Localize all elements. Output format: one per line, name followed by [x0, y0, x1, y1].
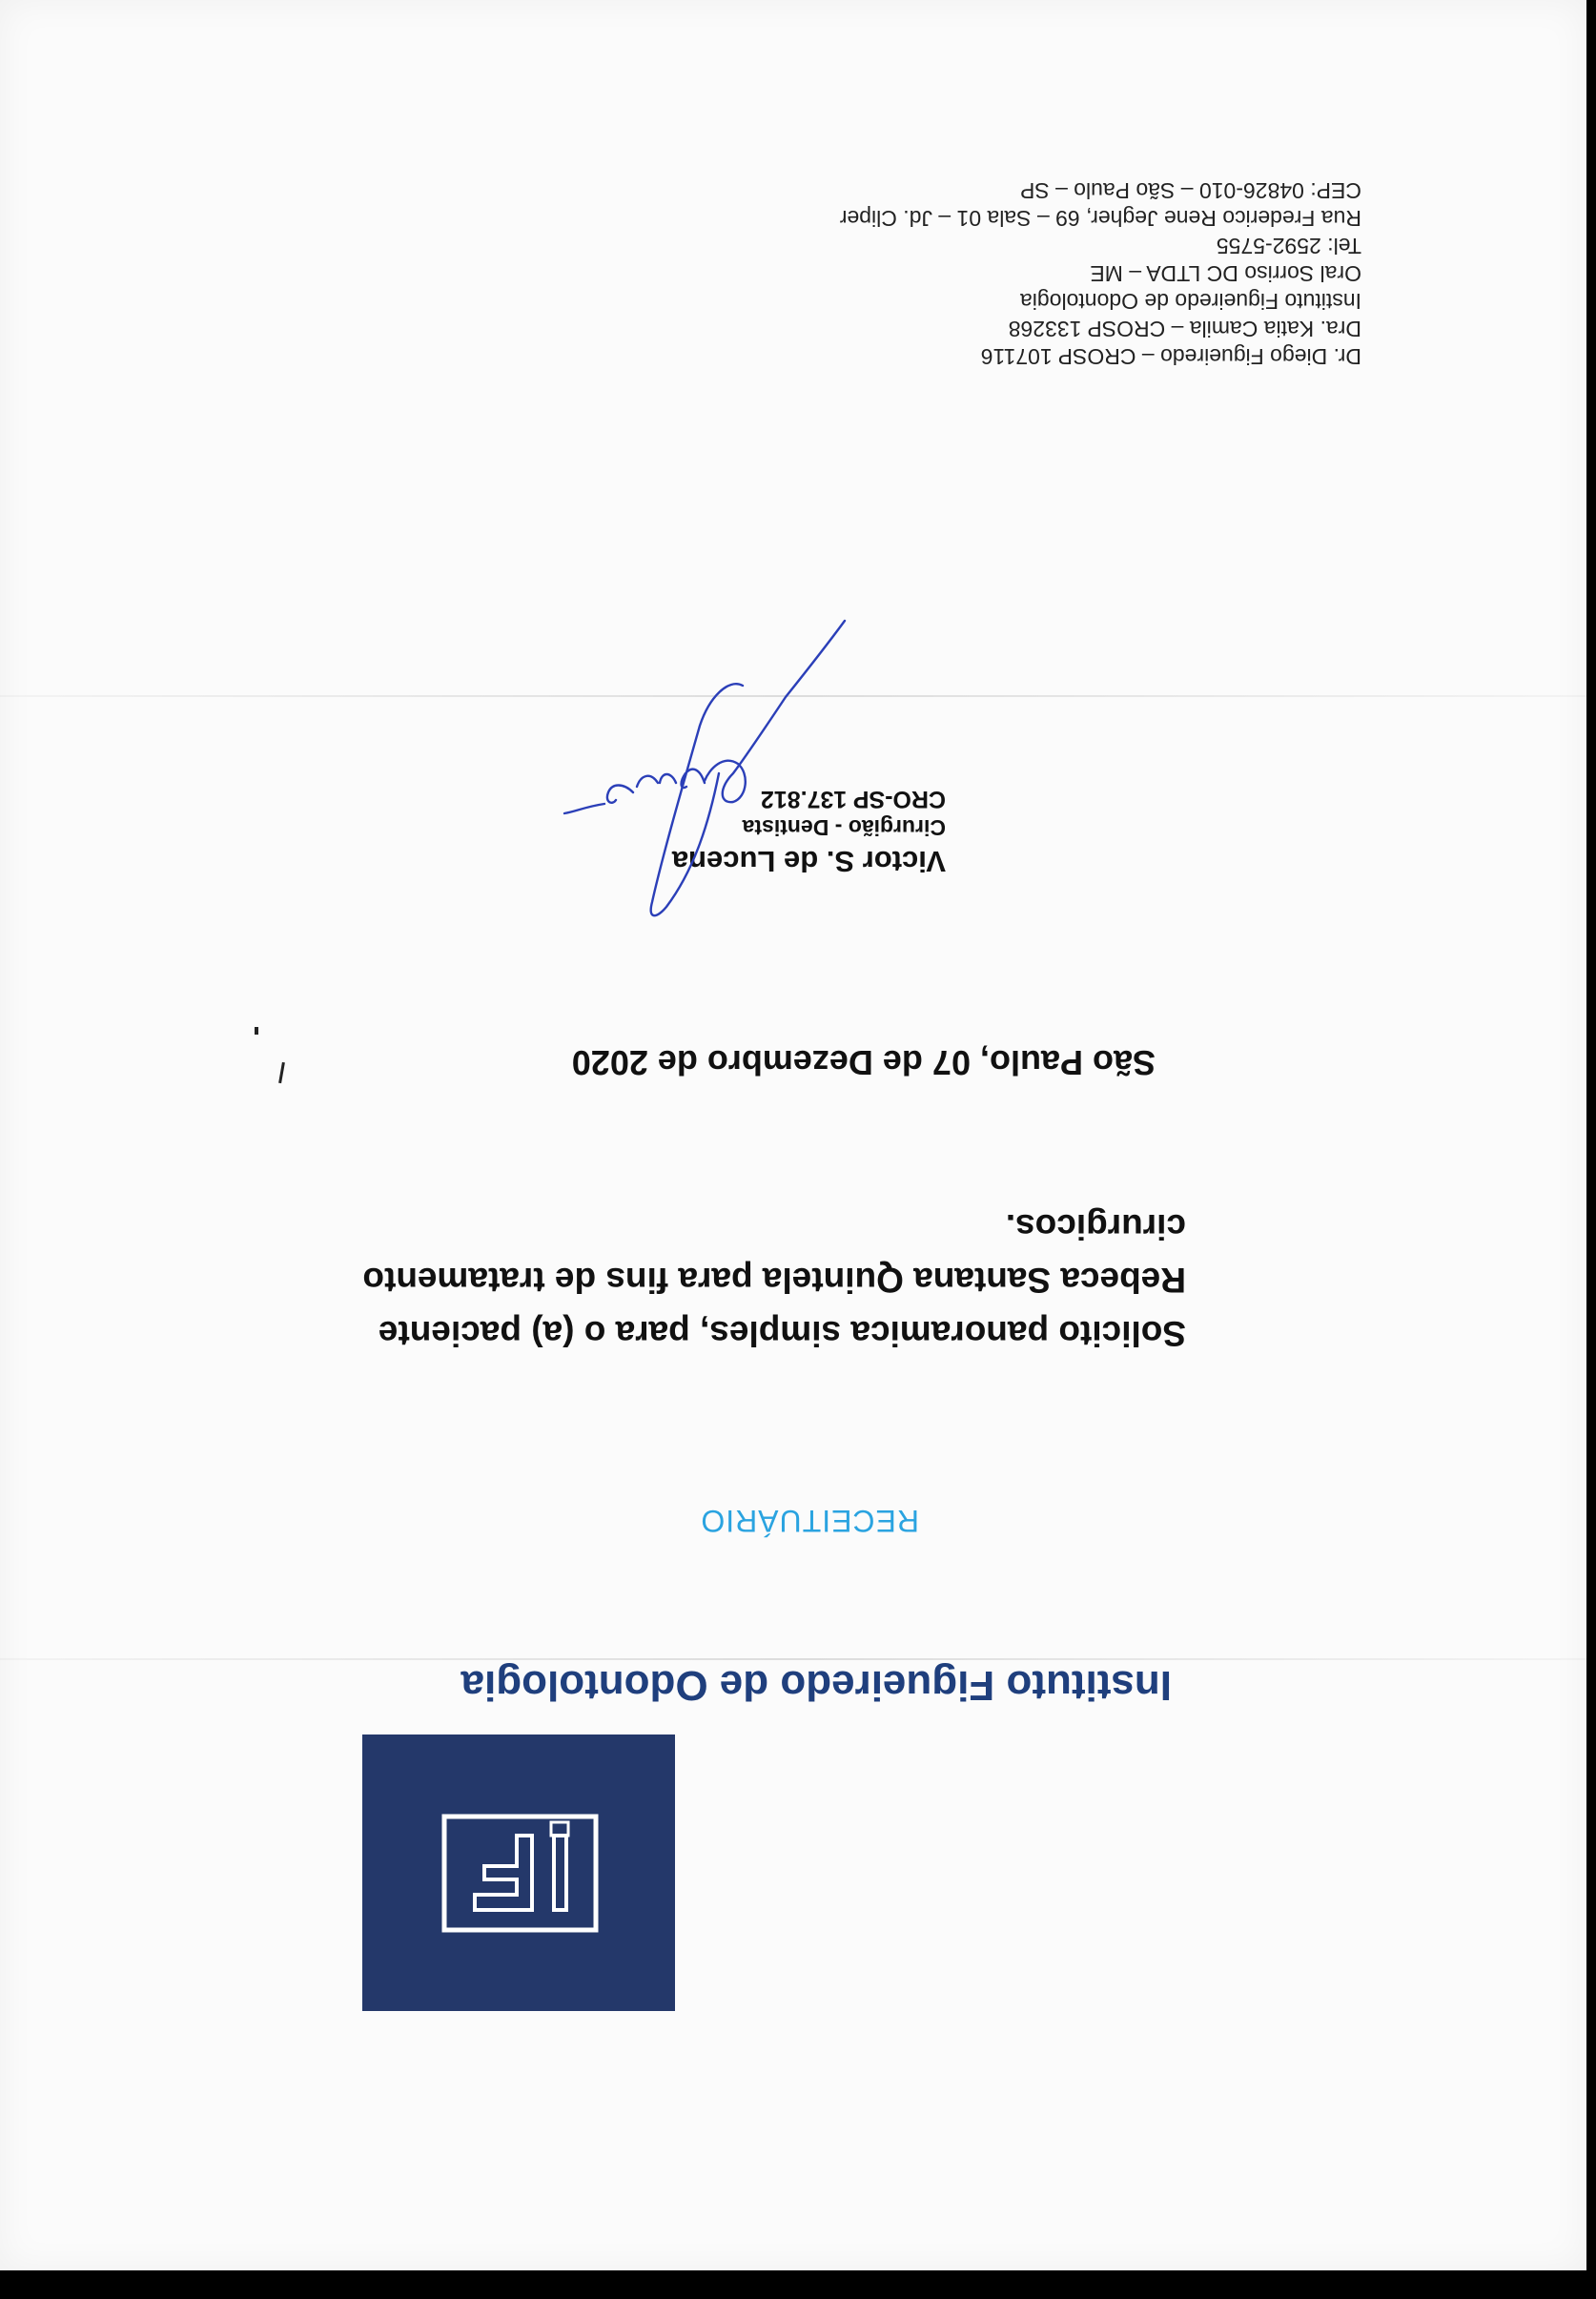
prescription-text: Solicito panoramica simples, para o (a) paciente Rebeca Santana Quintela para fins de tratamento cirurgicos. — [362, 1207, 1186, 1353]
document-type-label: RECEITUÁRIO — [700, 1504, 919, 1538]
footer-line: Instituto Figueiredo de Odontologia — [1019, 289, 1361, 314]
footer-line: Dra. Katia Camila – CROSP 133268 — [1008, 317, 1361, 341]
stamp-role: Cirurgião - Dentista — [742, 815, 946, 840]
institution-logo — [362, 1735, 675, 2011]
clinic-footer — [840, 176, 1361, 370]
footer-line: Tel: 2592-5755 — [1216, 234, 1361, 258]
institution-title: Instituto Figueiredo de Odontologia — [460, 1662, 1172, 1709]
logo-if-mark — [441, 1814, 599, 1933]
pen-mark — [255, 1027, 258, 1035]
fold-line — [0, 1658, 1586, 1660]
footer-line: Oral Sorriso DC LTDA – ME — [1090, 261, 1361, 286]
stamp-name: Victor S. de Lucena — [671, 845, 946, 878]
stamp-registration: CRO-SP 137.812 — [760, 786, 946, 812]
date-line: São Paulo, 07 de Dezembro de 2020 — [571, 1043, 1156, 1082]
pen-mark — [278, 1062, 285, 1083]
handwritten-signature — [500, 611, 862, 926]
footer-line: Rua Frederico Rene Jegher, 69 – Sala 01 – Jd. Cliper — [839, 206, 1361, 231]
footer-line: Dr. Diego Figueiredo – CROSP 107116 — [980, 344, 1361, 369]
footer-line: CEP: 04826-010 – São Paulo – SP — [1019, 178, 1361, 203]
